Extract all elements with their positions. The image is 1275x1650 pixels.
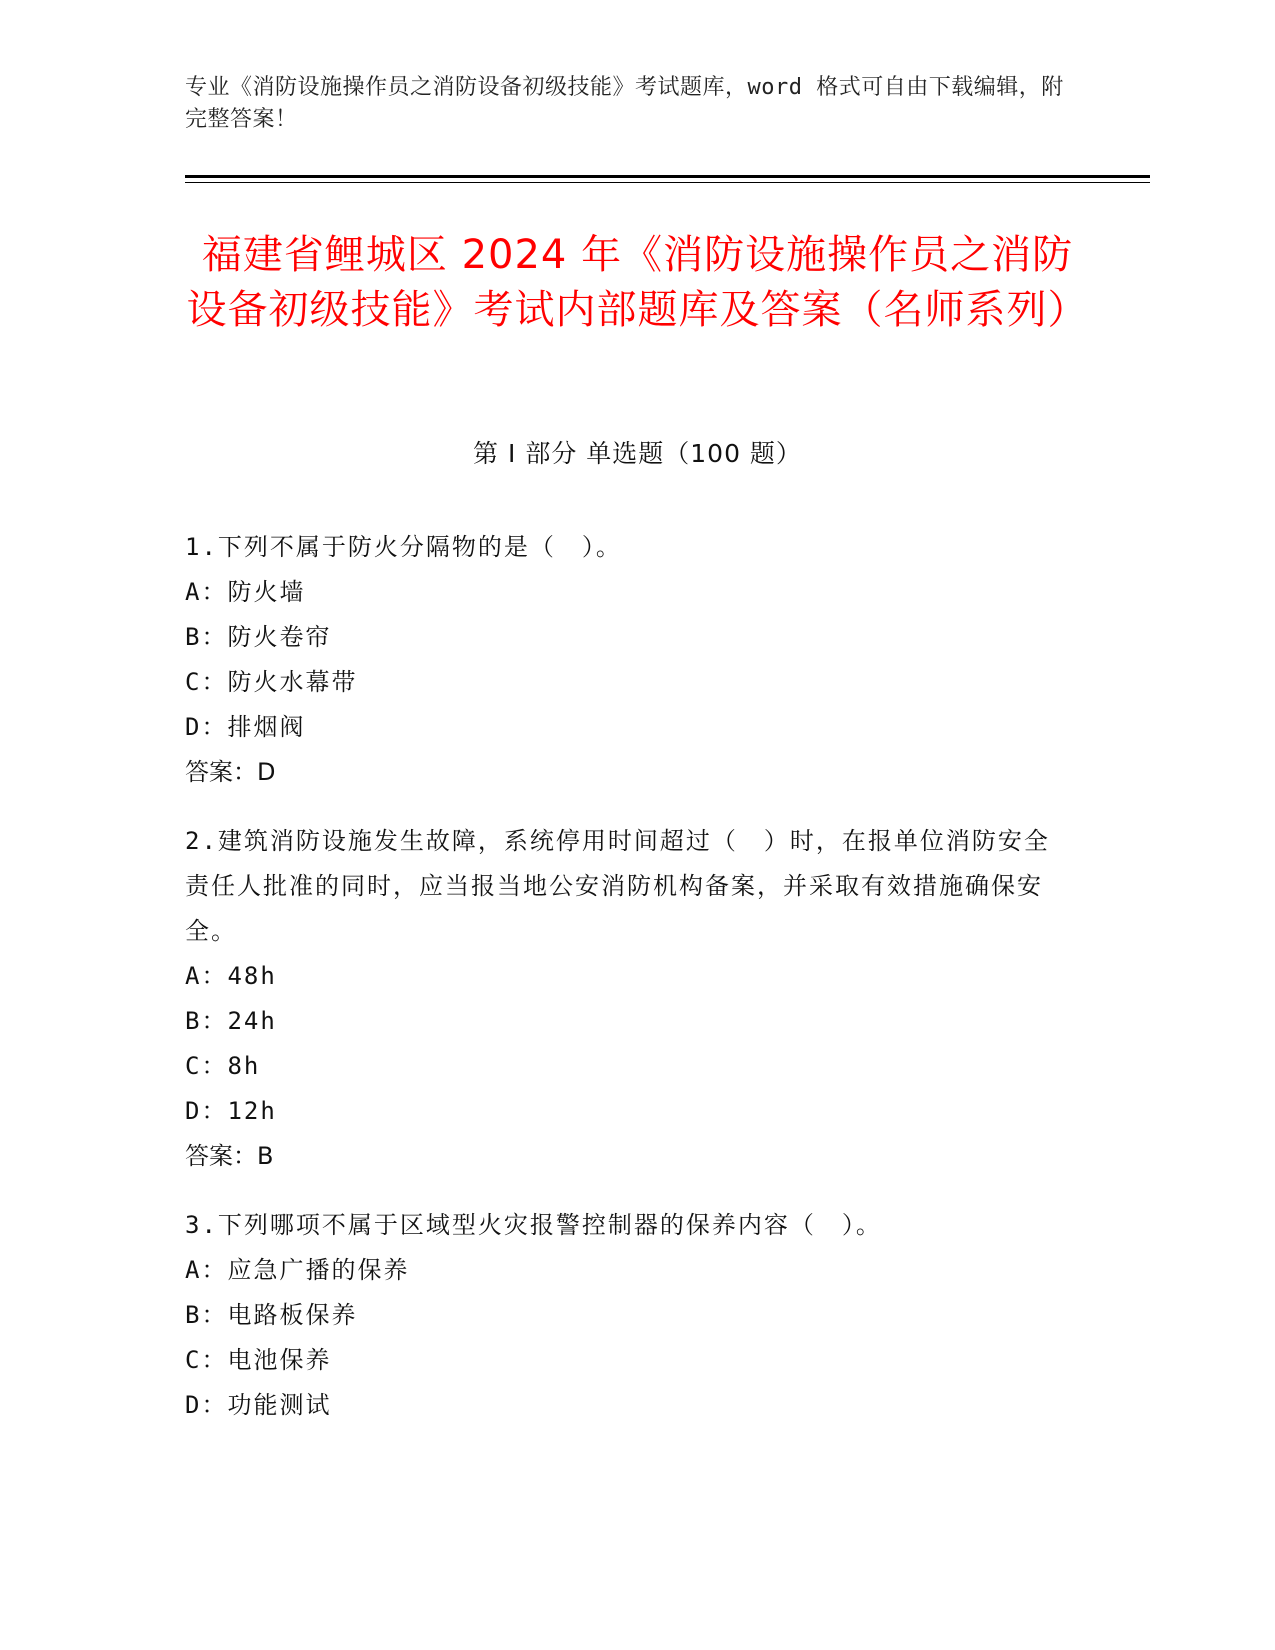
option-c: C：8h [185, 1052, 261, 1080]
header-note: 专业《消防设施操作员之消防设备初级技能》考试题库，word 格式可自由下载编辑，附完整答案！ [185, 75, 1064, 132]
section-title: 第 I 部分 单选题（100 题） [473, 439, 802, 468]
option-d: D：功能测试 [185, 1391, 332, 1419]
option-a: A：应急广播的保养 [185, 1256, 410, 1284]
question-stem: 2.建筑消防设施发生故障，系统停用时间超过（ ）时，在报单位消防安全责任人批准的同时，应当报当地公安消防机构备案，并采取有效措施确保安全。 [185, 827, 1050, 945]
document-title: 福建省鲤城区 2024 年《消防设施操作员之消防设备初级技能》考试内部题库及答案（名师系列） [186, 232, 1089, 333]
answer: 答案：B [185, 1142, 274, 1170]
option-d: D：12h [185, 1097, 277, 1125]
question-1 [185, 525, 1065, 795]
header-rule-thin [185, 182, 1150, 183]
option-c: C：防火水幕带 [185, 668, 358, 696]
option-b: B：防火卷帘 [185, 623, 332, 651]
question-2 [185, 819, 1065, 1179]
question-list [185, 525, 1065, 1452]
question-3 [185, 1203, 1065, 1428]
answer: 答案：D [185, 758, 276, 786]
question-stem: 1.下列不属于防火分隔物的是（ ）。 [185, 533, 622, 561]
header-rule-thick [185, 175, 1150, 178]
question-stem: 3.下列哪项不属于区域型火灾报警控制器的保养内容（ ）。 [185, 1211, 882, 1239]
option-a: A：48h [185, 962, 277, 990]
option-a: A：防火墙 [185, 578, 306, 606]
option-c: C：电池保养 [185, 1346, 332, 1374]
option-d: D：排烟阀 [185, 713, 306, 741]
option-b: B：24h [185, 1007, 277, 1035]
option-b: B：电路板保养 [185, 1301, 358, 1329]
